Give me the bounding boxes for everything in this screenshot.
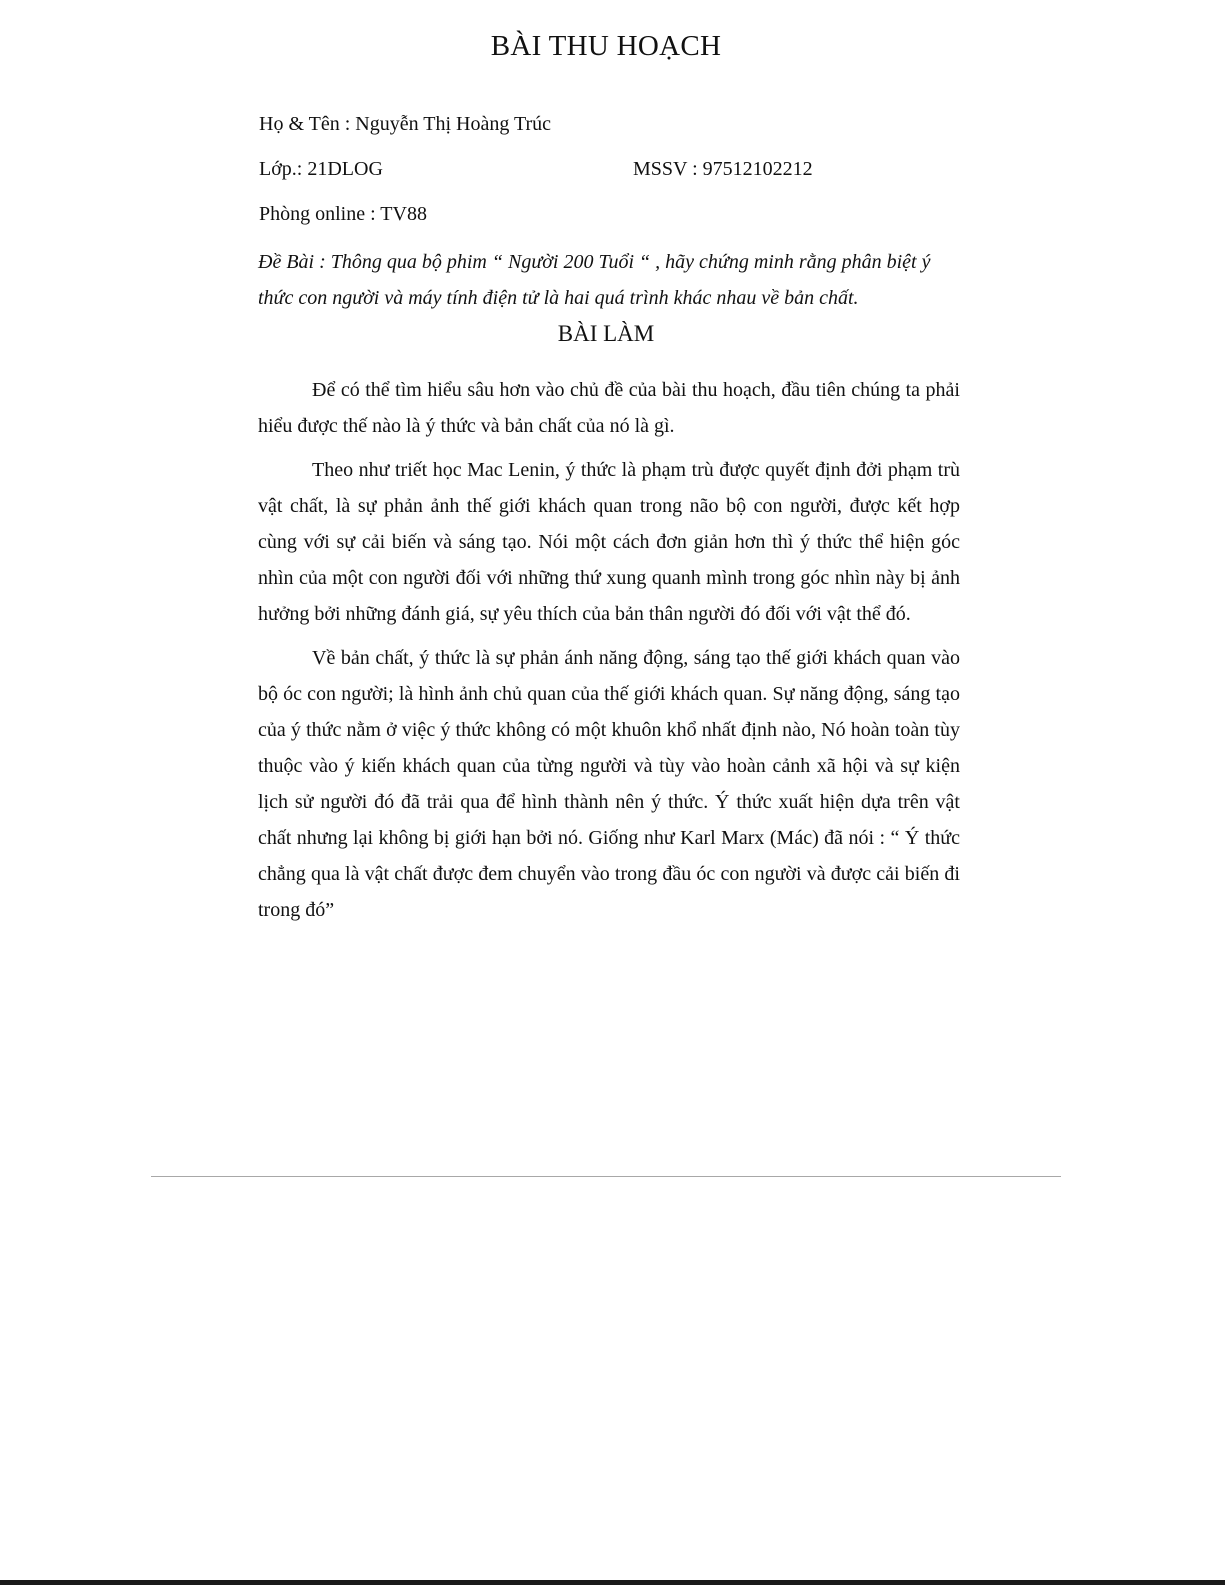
assignment-prompt: Đề Bài : Thông qua bộ phim “ Người 200 Tuổi “ , hãy chứng minh rằng phân biệt ý thức con người và máy tính điện tử là hai quá trình khác nhau về bản chất. bbox=[258, 251, 931, 309]
student-class: Lớp.: 21DLOG bbox=[259, 158, 383, 180]
document-title: BÀI THU HOẠCH bbox=[490, 30, 722, 62]
page-divider bbox=[151, 1176, 1061, 1177]
section-heading: BÀI LÀM bbox=[557, 321, 655, 346]
online-room: Phòng online : TV88 bbox=[259, 203, 427, 225]
paragraph-2: Theo như triết học Mac Lenin, ý thức là phạm trù được quyết định đởi phạm trù vật chất, là sự phản ảnh thế giới khách quan trong não bộ con người, được kết hợp cùng với sự cải biến và sáng tạo. Nói một cách đơn giản hơn thì ý thức thể hiện góc nhìn của một con người đối với những thứ xung quanh mình trong góc nhìn này bị ảnh hưởng bởi những đánh giá, sự yêu thích của bản thân người đó đối với vật thể đó. bbox=[258, 459, 960, 625]
student-name: Họ & Tên : Nguyễn Thị Hoàng Trúc bbox=[259, 113, 552, 135]
paragraph-3: Về bản chất, ý thức là sự phản ánh năng động, sáng tạo thế giới khách quan vào bộ óc con người; là hình ảnh chủ quan của thế giới khách quan. Sự năng động, sáng tạo của ý thức nằm ở việc ý thức không có một khuôn khổ nhất định nào, Nó hoàn toàn tùy thuộc vào ý kiến khách quan của từng người và tùy vào hoàn cảnh xã hội và sự kiện lịch sử người đó đã trải qua để hình thành nên ý thức. Ý thức xuất hiện dựa trên vật chất nhưng lại không bị giới hạn bởi nó. Giống như Karl Marx (Mác) đã nói : “ Ý thức chẳng qua là vật chất được đem chuyển vào trong đầu óc con người và được cải biến đi trong đó” bbox=[258, 647, 960, 921]
essay-body bbox=[258, 372, 960, 936]
student-id: MSSV : 97512102212 bbox=[633, 158, 813, 180]
paragraph-1: Để có thể tìm hiểu sâu hơn vào chủ đề của bài thu hoạch, đầu tiên chúng ta phải hiểu được thế nào là ý thức và bản chất của nó là gì. bbox=[258, 379, 960, 437]
bottom-edge-bar bbox=[0, 1580, 1225, 1585]
